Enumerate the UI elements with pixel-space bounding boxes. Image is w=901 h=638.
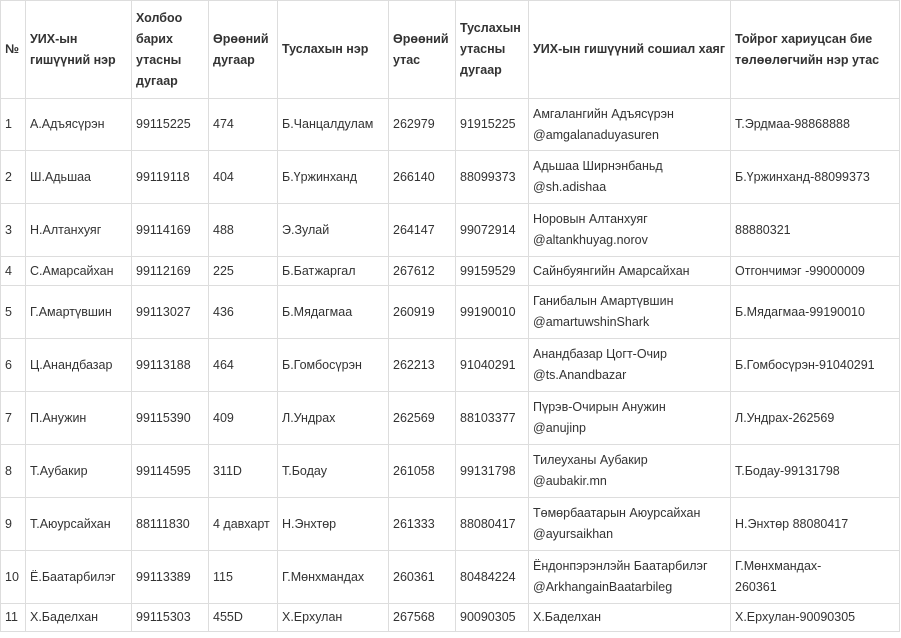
cell-member-name: Ц.Анандбазар bbox=[26, 339, 132, 392]
cell-member-name: Г.Амартүвшин bbox=[26, 286, 132, 339]
cell-assistant-name: Б.Чанцалдулам bbox=[278, 99, 389, 151]
social-handle: @ArkhangainBaatarbileg bbox=[533, 580, 673, 594]
social-handle: @amgalanaduyasuren bbox=[533, 127, 659, 142]
cell-room-number: 488 bbox=[209, 204, 278, 257]
cell-no: 6 bbox=[1, 339, 26, 392]
table-row bbox=[1, 204, 900, 257]
header-district-planner: Тойрог хариуцсан бие төлөөлөгчийн нэр утас bbox=[731, 1, 900, 99]
social-handle: @altankhuyag.norov bbox=[533, 233, 648, 247]
cell-assistant-name: Г.Мөнхмандах bbox=[278, 551, 389, 604]
social-handle: @anujinp bbox=[533, 421, 587, 435]
table-row bbox=[1, 551, 900, 604]
planner-line-1: Г.Мөнхмандах- bbox=[735, 559, 822, 573]
header-member-name: УИХ-ын гишүүний нэр bbox=[26, 1, 132, 99]
cell-contact-phone: 99115303 bbox=[132, 604, 209, 632]
cell-member-name: Т.Аубакир bbox=[26, 445, 132, 498]
cell-member-name: Ё.Баатарбилэг bbox=[26, 551, 132, 604]
cell-contact-phone: 99115390 bbox=[132, 392, 209, 445]
social-handle: @sh.adishaa bbox=[533, 180, 607, 194]
social-handle: @ts.Anandbazar bbox=[533, 368, 627, 382]
cell-contact-phone: 99112169 bbox=[132, 257, 209, 286]
cell-room-number: 311D bbox=[209, 445, 278, 498]
table-row bbox=[1, 392, 900, 445]
planner-line-1: Л.Ундрах-262569 bbox=[735, 410, 835, 425]
planner-line-1: Б.Мядагмаа-99190010 bbox=[735, 304, 865, 319]
social-name: Ганибалын Амартүвшин bbox=[533, 294, 674, 308]
table-row bbox=[1, 339, 900, 392]
social-name: Тилеуханы Аубакир bbox=[533, 453, 648, 467]
cell-room-number: 464 bbox=[209, 339, 278, 392]
cell-member-name: А.Адъясүрэн bbox=[26, 99, 132, 151]
social-name: Ёндонпэрэнлэйн Баатарбилэг bbox=[533, 559, 708, 573]
cell-no: 2 bbox=[1, 151, 26, 204]
header-assistant-name: Туслахын нэр bbox=[278, 1, 389, 99]
social-handle: @aubakir.mn bbox=[533, 474, 607, 488]
cell-assistant-name: Т.Бодау bbox=[278, 445, 389, 498]
cell-room-phone: 260361 bbox=[389, 551, 456, 604]
cell-member-name: Т.Аюурсайхан bbox=[26, 498, 132, 551]
cell-room-phone: 262213 bbox=[389, 339, 456, 392]
planner-line-1: Т.Эрдмаа-98868888 bbox=[735, 117, 850, 131]
cell-assistant-name: Н.Энхтөр bbox=[278, 498, 389, 551]
cell-room-phone: 261333 bbox=[389, 498, 456, 551]
cell-room-number: 4 давхарт bbox=[209, 498, 278, 551]
cell-district-planner bbox=[731, 604, 900, 632]
header-room-phone: Өрөөний утас bbox=[389, 1, 456, 99]
cell-district-planner bbox=[731, 99, 900, 151]
cell-social bbox=[529, 151, 731, 204]
cell-assistant-name: Л.Ундрах bbox=[278, 392, 389, 445]
cell-no: 4 bbox=[1, 257, 26, 286]
social-name: Норовын Алтанхуяг bbox=[533, 212, 648, 226]
cell-district-planner bbox=[731, 498, 900, 551]
cell-assistant-phone: 88099373 bbox=[456, 151, 529, 204]
social-name: Анандбазар Цогт-Очир bbox=[533, 347, 667, 361]
cell-room-phone: 262979 bbox=[389, 99, 456, 151]
cell-assistant-phone: 88103377 bbox=[456, 392, 529, 445]
cell-assistant-name: Б.Мядагмаа bbox=[278, 286, 389, 339]
cell-contact-phone: 99114595 bbox=[132, 445, 209, 498]
social-name: Төмөрбаатарын Аюурсайхан bbox=[533, 506, 701, 520]
planner-line-1: Отгончимэг -99000009 bbox=[735, 263, 865, 278]
cell-district-planner bbox=[731, 151, 900, 204]
header-contact-phone: Холбоо барих утасны дугаар bbox=[132, 1, 209, 99]
table-body bbox=[1, 99, 900, 632]
table-row bbox=[1, 286, 900, 339]
cell-contact-phone: 99115225 bbox=[132, 99, 209, 151]
table-row bbox=[1, 498, 900, 551]
header-social-address: УИХ-ын гишүүний сошиал хаяг bbox=[529, 1, 731, 99]
social-name: Сайнбуянгийн Амарсайхан bbox=[533, 263, 690, 278]
cell-district-planner bbox=[731, 339, 900, 392]
cell-contact-phone: 99113027 bbox=[132, 286, 209, 339]
cell-room-number: 409 bbox=[209, 392, 278, 445]
table-row bbox=[1, 99, 900, 151]
cell-social bbox=[529, 445, 731, 498]
cell-social bbox=[529, 286, 731, 339]
cell-assistant-phone: 90090305 bbox=[456, 604, 529, 632]
social-name: Х.Баделхан bbox=[533, 610, 602, 624]
table-row bbox=[1, 257, 900, 286]
cell-room-phone: 261058 bbox=[389, 445, 456, 498]
cell-room-number: 115 bbox=[209, 551, 278, 604]
cell-no: 10 bbox=[1, 551, 26, 604]
cell-member-name: Х.Баделхан bbox=[26, 604, 132, 632]
social-name: Адьшаа Ширнэнбаньд bbox=[533, 159, 663, 173]
cell-district-planner bbox=[731, 204, 900, 257]
cell-room-phone: 266140 bbox=[389, 151, 456, 204]
cell-assistant-phone: 99159529 bbox=[456, 257, 529, 286]
social-name: Пүрэв-Очирын Анужин bbox=[533, 400, 666, 414]
table-row bbox=[1, 445, 900, 498]
social-name: Амгалангийн Адъясүрэн bbox=[533, 106, 674, 121]
cell-room-phone: 262569 bbox=[389, 392, 456, 445]
cell-no: 9 bbox=[1, 498, 26, 551]
cell-assistant-phone: 99131798 bbox=[456, 445, 529, 498]
cell-assistant-phone: 99072914 bbox=[456, 204, 529, 257]
cell-district-planner bbox=[731, 392, 900, 445]
cell-room-phone: 267568 bbox=[389, 604, 456, 632]
cell-assistant-phone: 99190010 bbox=[456, 286, 529, 339]
planner-line-1: Х.Ерхулан-90090305 bbox=[735, 610, 856, 624]
planner-line-2: 260361 bbox=[735, 580, 777, 594]
cell-contact-phone: 99113188 bbox=[132, 339, 209, 392]
cell-room-number: 474 bbox=[209, 99, 278, 151]
cell-social bbox=[529, 204, 731, 257]
planner-line-1: 88880321 bbox=[735, 222, 791, 237]
cell-district-planner bbox=[731, 257, 900, 286]
cell-district-planner bbox=[731, 445, 900, 498]
cell-assistant-phone: 91040291 bbox=[456, 339, 529, 392]
cell-contact-phone: 99114169 bbox=[132, 204, 209, 257]
table-row bbox=[1, 151, 900, 204]
cell-assistant-name: Э.Зулай bbox=[278, 204, 389, 257]
cell-social bbox=[529, 339, 731, 392]
cell-assistant-name: Х.Ерхулан bbox=[278, 604, 389, 632]
cell-room-phone: 260919 bbox=[389, 286, 456, 339]
header-row bbox=[1, 1, 900, 99]
cell-assistant-name: Б.Үржинханд bbox=[278, 151, 389, 204]
cell-room-number: 455D bbox=[209, 604, 278, 632]
planner-line-1: Б.Үржинханд-88099373 bbox=[735, 169, 870, 184]
cell-room-number: 404 bbox=[209, 151, 278, 204]
cell-social bbox=[529, 551, 731, 604]
social-handle: @ayursaikhan bbox=[533, 527, 614, 541]
cell-social bbox=[529, 392, 731, 445]
cell-room-phone: 267612 bbox=[389, 257, 456, 286]
cell-social bbox=[529, 257, 731, 286]
cell-social bbox=[529, 498, 731, 551]
cell-assistant-phone: 88080417 bbox=[456, 498, 529, 551]
cell-member-name: П.Анужин bbox=[26, 392, 132, 445]
cell-room-number: 436 bbox=[209, 286, 278, 339]
cell-contact-phone: 99119118 bbox=[132, 151, 209, 204]
cell-member-name: Ш.Адьшаа bbox=[26, 151, 132, 204]
cell-district-planner bbox=[731, 551, 900, 604]
planner-line-1: Н.Энхтөр 88080417 bbox=[735, 516, 849, 531]
cell-assistant-phone: 91915225 bbox=[456, 99, 529, 151]
header-room-number: Өрөөний дугаар bbox=[209, 1, 278, 99]
cell-assistant-name: Б.Батжаргал bbox=[278, 257, 389, 286]
cell-no: 5 bbox=[1, 286, 26, 339]
cell-social bbox=[529, 604, 731, 632]
cell-no: 11 bbox=[1, 604, 26, 632]
cell-member-name: Н.Алтанхуяг bbox=[26, 204, 132, 257]
cell-no: 7 bbox=[1, 392, 26, 445]
planner-line-1: Т.Бодау-99131798 bbox=[735, 463, 840, 478]
header-no: № bbox=[1, 1, 26, 99]
cell-member-name: С.Амарсайхан bbox=[26, 257, 132, 286]
cell-contact-phone: 88111830 bbox=[132, 498, 209, 551]
cell-district-planner bbox=[731, 286, 900, 339]
cell-room-number: 225 bbox=[209, 257, 278, 286]
cell-assistant-name: Б.Гомбосүрэн bbox=[278, 339, 389, 392]
cell-contact-phone: 99113389 bbox=[132, 551, 209, 604]
cell-social bbox=[529, 99, 731, 151]
header-assistant-phone: Туслахын утасны дугаар bbox=[456, 1, 529, 99]
cell-no: 1 bbox=[1, 99, 26, 151]
social-handle: @amartuwshinShark bbox=[533, 315, 650, 329]
cell-assistant-phone: 80484224 bbox=[456, 551, 529, 604]
cell-room-phone: 264147 bbox=[389, 204, 456, 257]
planner-line-1: Б.Гомбосүрэн-91040291 bbox=[735, 357, 875, 372]
cell-no: 3 bbox=[1, 204, 26, 257]
table-row bbox=[1, 604, 900, 632]
cell-no: 8 bbox=[1, 445, 26, 498]
